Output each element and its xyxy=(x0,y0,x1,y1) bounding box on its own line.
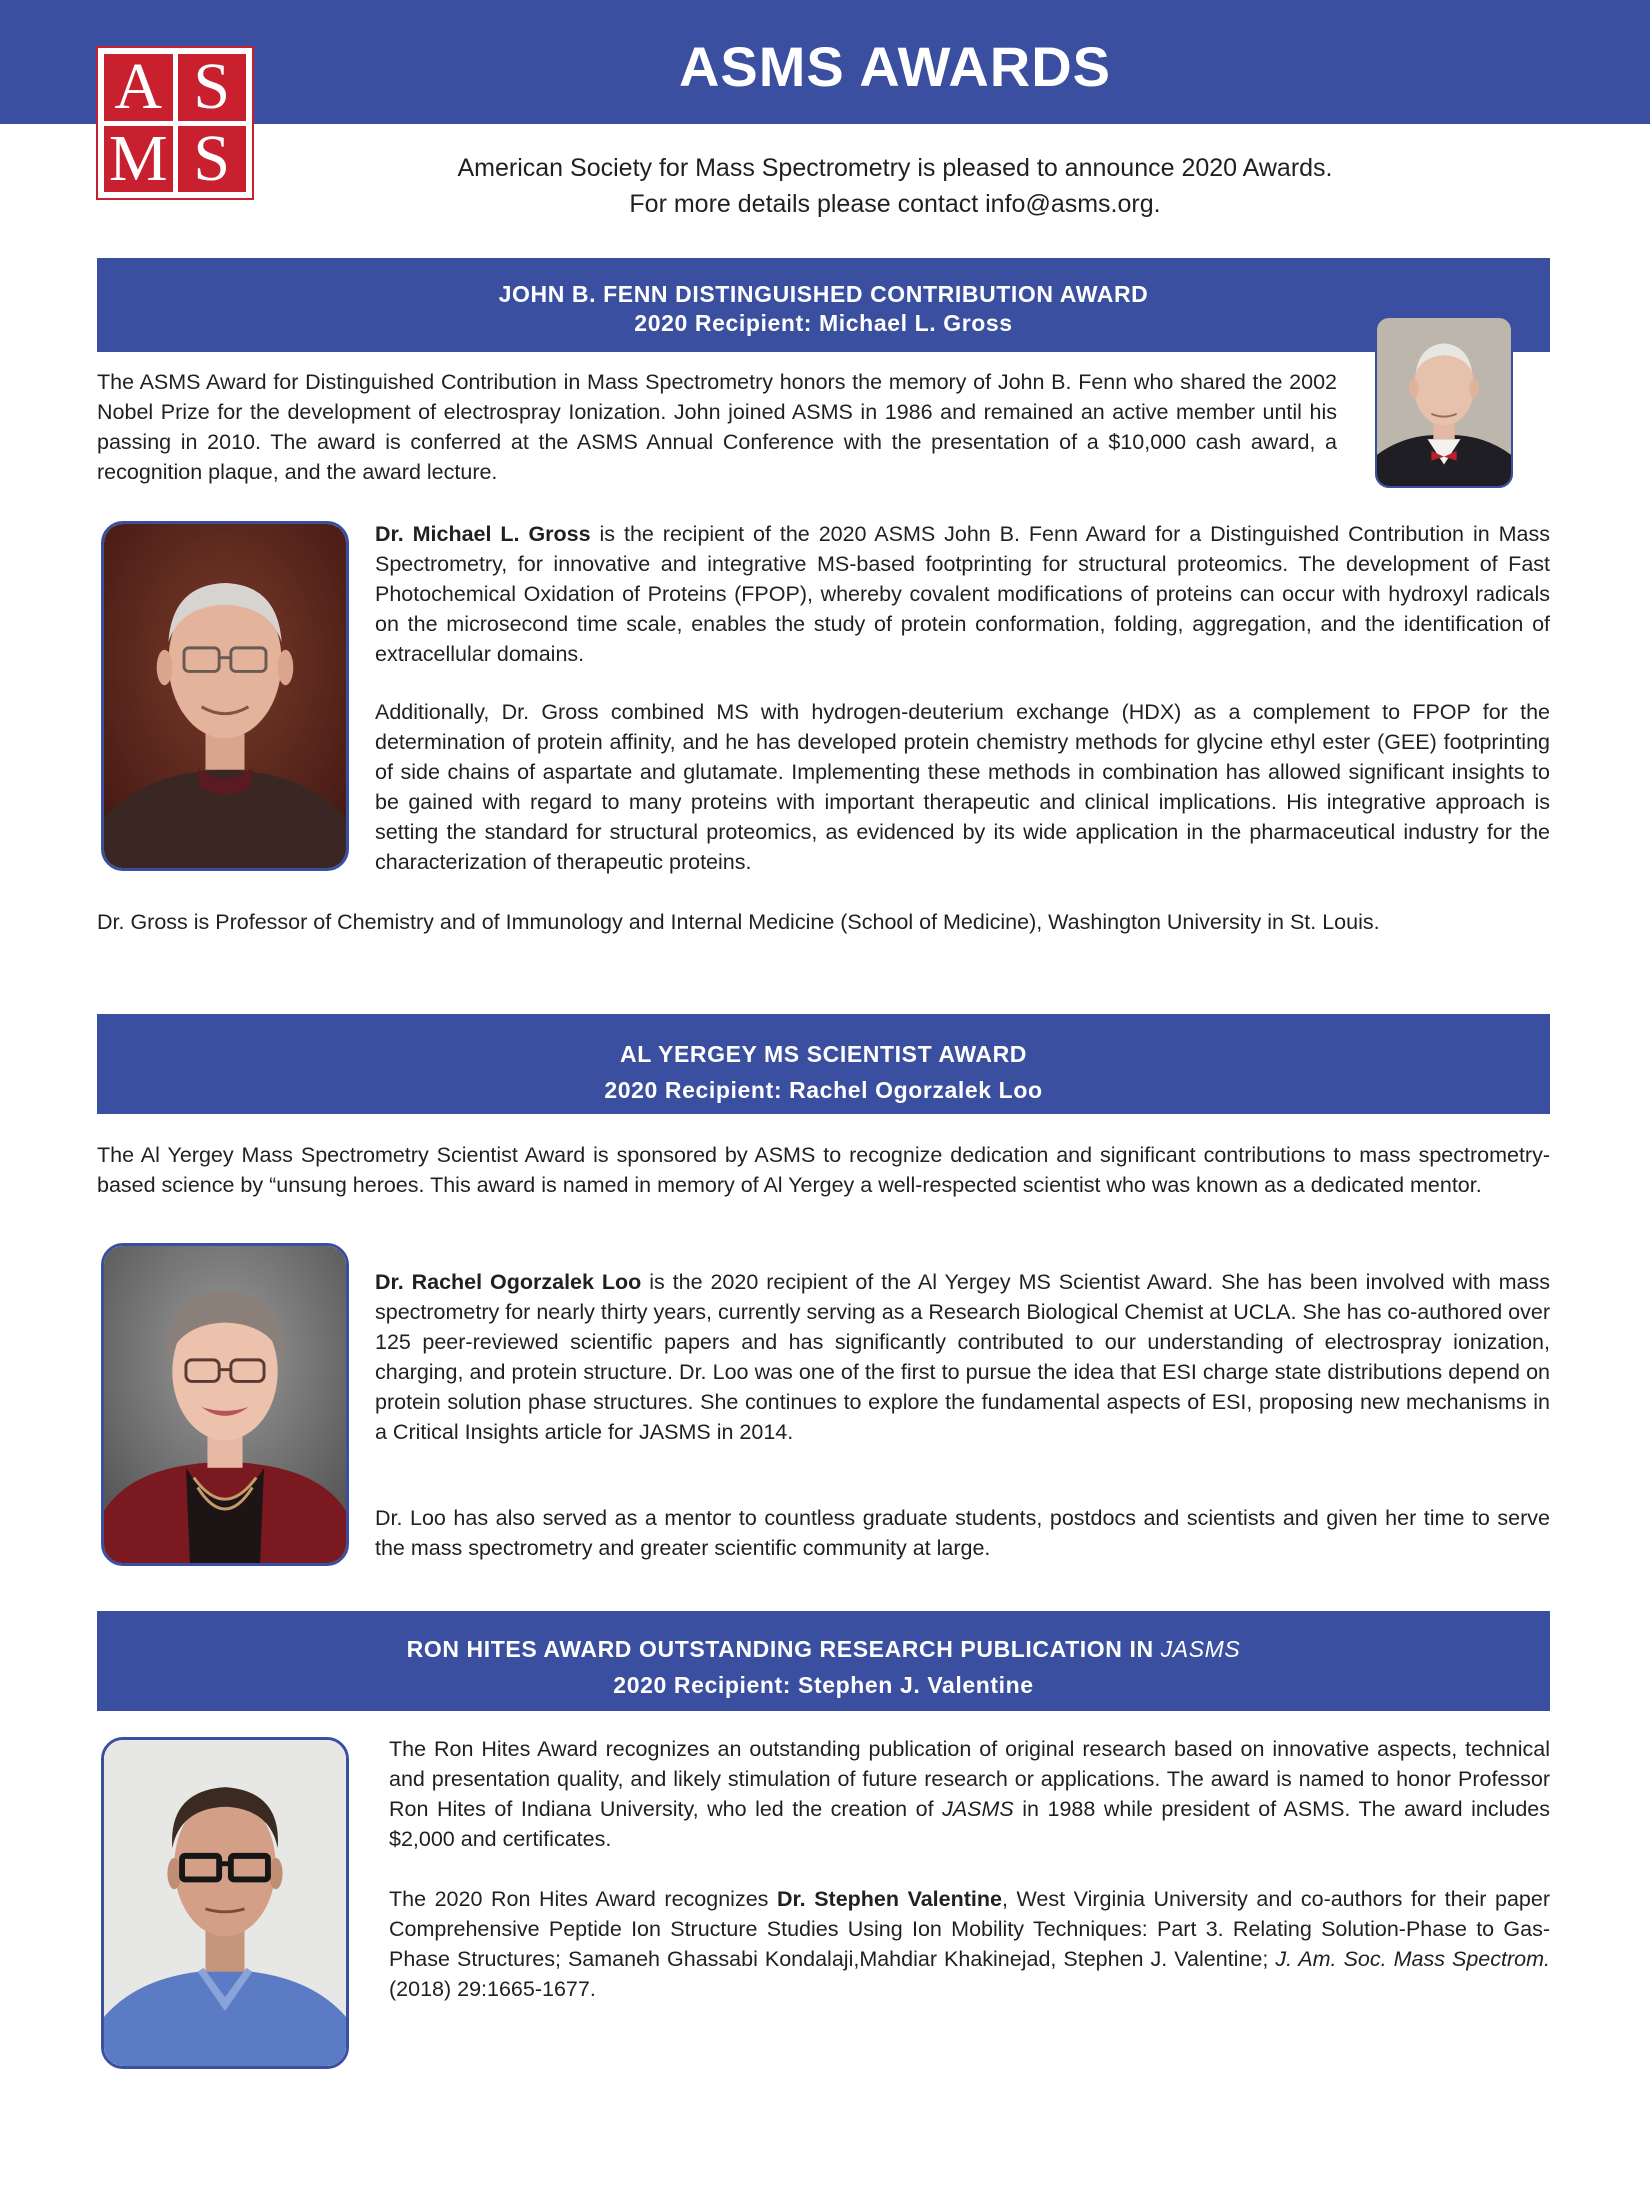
fenn-award-band xyxy=(97,258,1550,352)
yergey-award-description: The Al Yergey Mass Spectrometry Scientist Award is sponsored by ASMS to recognize dedication and significant contributions to mass spectrometry-based science by “unsung heroes. This award is named in memory of Al Yergey a well-respected scientist who was known as a dedicated mentor. xyxy=(97,1143,1550,1197)
intro-text xyxy=(340,150,1450,222)
yergey-award-band xyxy=(97,1014,1550,1114)
journal-name: JASMS xyxy=(1160,1636,1241,1662)
fenn-award-description: The ASMS Award for Distinguished Contribution in Mass Spectrometry honors the memory of John B. Fenn who shared the 2002 Nobel Prize for the development of electrospray Ionization. John joined ASMS in 1986 and remained an active member until his passing in 2010. The award is conferred at the ASMS Annual Conference with the presentation of a $10,000 cash award, a recognition plaque, and the award lecture. xyxy=(97,370,1337,484)
loo-bio-paragraph-2: Dr. Loo has also served as a mentor to countless graduate students, postdocs and scientists and given her time to serve the mass spectrometry and greater scientific community at large. xyxy=(375,1506,1550,1560)
hites-text: in 1988 while president of ASMS. The award includes $2,000 and certificates. xyxy=(389,1797,1550,1851)
fenn-award-recipient: 2020 Recipient: Michael L. Gross xyxy=(634,310,1013,336)
hites-award-title xyxy=(97,1631,1550,1667)
gross-affiliation: Dr. Gross is Professor of Chemistry and of Immunology and Internal Medicine (School of Medicine), Washington University in St. Louis. xyxy=(97,910,1380,934)
journal-citation: J. Am. Soc. Mass Spectrom. xyxy=(1275,1947,1550,1971)
asms-logo xyxy=(96,46,254,200)
loo-portrait-photo xyxy=(101,1243,349,1566)
logo-letter: S xyxy=(178,54,247,121)
logo-letter: A xyxy=(104,54,173,121)
gross-bio-paragraph-1 xyxy=(375,519,1550,669)
citation-text: The 2020 Ron Hites Award recognizes xyxy=(389,1887,777,1911)
hites-title-text: RON HITES AWARD OUTSTANDING RESEARCH PUBLICATION IN xyxy=(406,1636,1161,1662)
logo-letter: S xyxy=(178,126,247,193)
yergey-award-title: AL YERGEY MS SCIENTIST AWARD xyxy=(619,1041,1027,1067)
valentine-portrait-photo xyxy=(101,1737,349,2069)
loo-bio-paragraph-1 xyxy=(375,1267,1550,1447)
hites-award-band xyxy=(97,1611,1550,1711)
bio-text: is the recipient of the 2020 ASMS John B. Fenn Award for a Distinguished Contribution in Mass Spectrometry, for innovative and integrative MS-based footprinting for structural proteomics. The development of Fast Photochemical Oxidation of Proteins (FPOP), whereby covalent modifications of proteins can occur with hydroxyl radicals on the microsecond time scale, enables the study of protein conformation, folding, aggregation, and the identification of extracellular domains. xyxy=(375,522,1550,666)
intro-line: For more details please contact info@asms.org. xyxy=(629,190,1161,218)
journal-name: JASMS xyxy=(942,1797,1014,1821)
valentine-citation xyxy=(389,1884,1550,2004)
recipient-name: Dr. Rachel Ogorzalek Loo xyxy=(375,1270,642,1294)
fenn-portrait-photo xyxy=(1375,316,1513,488)
hites-text: The Ron Hites Award recognizes an outstanding publication of original research based on innovative aspects, technical and presentation quality, and likely stimulation of future research or applications. The award is named to honor Professor Ron Hites of Indiana University, who led the creation of xyxy=(389,1737,1550,1821)
gross-portrait-photo xyxy=(101,521,349,871)
yergey-award-recipient: 2020 Recipient: Rachel Ogorzalek Loo xyxy=(604,1077,1043,1103)
recipient-name: Dr. Stephen Valentine xyxy=(776,1887,1002,1911)
hites-award-description xyxy=(389,1734,1550,1854)
recipient-name: Dr. Michael L. Gross xyxy=(375,522,591,546)
page-title: ASMS AWARDS xyxy=(678,35,1112,98)
citation-text: , West Virginia University and co-authors for their paper Comprehensive Peptide Ion Structure Studies Using Ion Mobility Techniques: Part 3. Relating Solution-Phase to Gas-Phase Structures; Samaneh Ghassabi Kondalaji,Mahdiar Khakinejad, Stephen J. Valentine; xyxy=(389,1887,1550,1971)
hites-award-recipient: 2020 Recipient: Stephen J. Valentine xyxy=(613,1672,1034,1698)
citation-text: (2018) 29:1665-1677. xyxy=(389,1977,596,2001)
fenn-award-title: JOHN B. FENN DISTINGUISHED CONTRIBUTION AWARD xyxy=(498,281,1149,307)
gross-bio-paragraph-2: Additionally, Dr. Gross combined MS with hydrogen-deuterium exchange (HDX) as a complement to FPOP for the determination of protein affinity, and he has developed protein chemistry methods for glycine ethyl ester (GEE) footprinting of side chains of aspartate and glutamate. Implementing these methods in combination has allowed significant insights to be gained with regard to many proteins with important therapeutic and clinical implications. His integrative approach is setting the standard for structural proteomics, as evidenced by its wide application in the pharmaceutical industry for the characterization of therapeutic proteins. xyxy=(375,700,1550,874)
bio-text: is the 2020 recipient of the Al Yergey MS Scientist Award. She has been involved with mass spectrometry for nearly thirty years, currently serving as a Research Biological Chemist at UCLA. She has co-authored over 125 peer-reviewed scientific papers and has significantly contributed to our understanding of electrospray ionization, charging, and protein structure. Dr. Loo was one of the first to pursue the idea that ESI charge state distributions depend on protein solution phase structures. She continues to explore the fundamental aspects of ESI, proposing new mechanisms in a Critical Insights article for JASMS in 2014. xyxy=(375,1270,1550,1444)
intro-line: American Society for Mass Spectrometry is pleased to announce 2020 Awards. xyxy=(457,154,1333,182)
logo-letter: M xyxy=(104,126,173,193)
